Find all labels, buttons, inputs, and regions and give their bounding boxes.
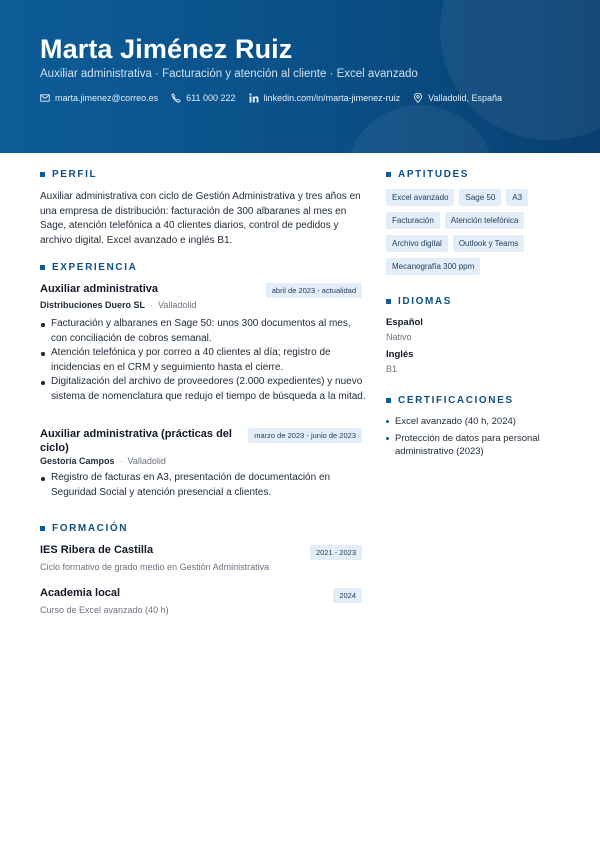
job-date: marzo de 2023 - junio de 2023 [248,428,362,443]
section-title-experiencia [40,262,137,273]
section-title-text: PERFIL [52,169,98,180]
skill-chip: Mecanografía 300 ppm [386,258,480,275]
job-company-line: Gestoría Campos · Valladolid [40,456,166,466]
linkedin-text: linkedin.com/in/marta-jimenez-ruiz [263,93,401,103]
section-title-text: IDIOMAS [398,296,452,307]
list-item: Registro de facturas en A3, presentación de documentación en Seguridad Social y atención presencial a clientes. [40,471,366,500]
language-level: Nativo [386,332,412,342]
profile-summary: Auxiliar administrativa con ciclo de Gestión Administrativa y tres años en una empresa de distribución: facturación de 300 albaranes al mes en Sage, atención telefónica a 40 clientes diarios, control de pedidos y archivo digital. Excel avanzado e inglés B1. [40,191,361,246]
section-marker [40,526,45,531]
company-location: Valladolid [127,456,166,466]
skill-chip: Atención telefónica [445,212,525,229]
contact-phone[interactable] [171,93,235,103]
section-marker [386,299,391,304]
job-role: Auxiliar administrativa (prácticas del ciclo) [40,428,232,454]
section-marker [40,172,45,177]
email-text: marta.jimenez@correo.es [55,93,159,103]
list-item: Facturación y albaranes en Sage 50: unos 300 documentos al mes, con conciliación de cobros semanal. [40,317,366,346]
section-title-aptitudes [386,169,469,180]
language-name: Inglés [386,349,414,360]
section-marker [386,172,391,177]
skills-list [386,189,556,281]
headline: Auxiliar administrativa · Facturación y atención al cliente · Excel avanzado [40,68,418,80]
section-marker [386,398,391,403]
job-bullets [40,471,366,500]
location-text: Valladolid, España [428,93,502,103]
section-title-text: APTITUDES [398,169,470,180]
language-level: B1 [386,364,398,374]
mail-icon [40,93,50,103]
skill-chip: Excel avanzado [386,189,454,206]
location-pin-icon [413,93,423,103]
list-item: Digitalización del archivo de proveedores (2.000 expedientes) y nuevo sistema de nomenclatura que redujo el tiempo de búsqueda a la mitad. [40,375,366,404]
job-date: abril de 2023 - actualidad [266,283,362,298]
education-date: 2024 [333,588,362,603]
education-desc: Curso de Excel avanzado (40 h) [40,605,169,615]
job-role: Auxiliar administrativa [40,283,158,295]
job-bullets [40,317,366,404]
section-title-idiomas [386,296,452,307]
section-title-text: FORMACIÓN [52,523,129,534]
section-title-text: EXPERIENCIA [52,262,138,273]
section-title-text: CERTIFICACIONES [398,395,514,406]
candidate-name: Marta Jiménez Ruiz [40,34,293,64]
list-item: Atención telefónica y por correo a 40 clientes al día; registro de incidencias en el CRM y seguimiento hasta el cierre. [40,346,366,375]
education-name: IES Ribera de Castilla [40,544,154,556]
job-company-line: Distribuciones Duero SL · Valladolid [40,300,197,310]
contact-email[interactable] [40,93,158,103]
education-name: Academia local [40,587,121,599]
company-name: Gestoría Campos [40,456,115,466]
education-date: 2021 - 2023 [310,545,362,560]
contact-row [40,93,515,103]
company-name: Distribuciones Duero SL [40,300,146,310]
company-location: Valladolid [158,300,197,310]
section-title-certificaciones [386,395,514,406]
header-banner [0,0,600,153]
phone-icon [171,93,181,103]
decorative-circle [345,105,495,153]
linkedin-icon [249,93,259,103]
section-marker [40,265,45,270]
skill-chip: Outlook y Teams [453,235,524,252]
list-item: Protección de datos para personal administrativo (2023) [386,432,556,458]
list-item: Excel avanzado (40 h, 2024) [386,415,556,428]
phone-text: 611 000 222 [186,93,236,103]
language-name: Español [386,317,423,328]
certifications-list [386,415,556,462]
skill-chip: Archivo digital [386,235,448,252]
section-title-formacion [40,523,128,534]
skill-chip: Sage 50 [459,189,501,206]
contact-location [413,93,502,103]
skill-chip: Facturación [386,212,440,229]
skill-chip: A3 [506,189,528,206]
section-title-perfil [40,169,97,180]
contact-linkedin[interactable] [249,93,401,103]
education-desc: Ciclo formativo de grado medio en Gestión Administrativa [40,562,270,572]
